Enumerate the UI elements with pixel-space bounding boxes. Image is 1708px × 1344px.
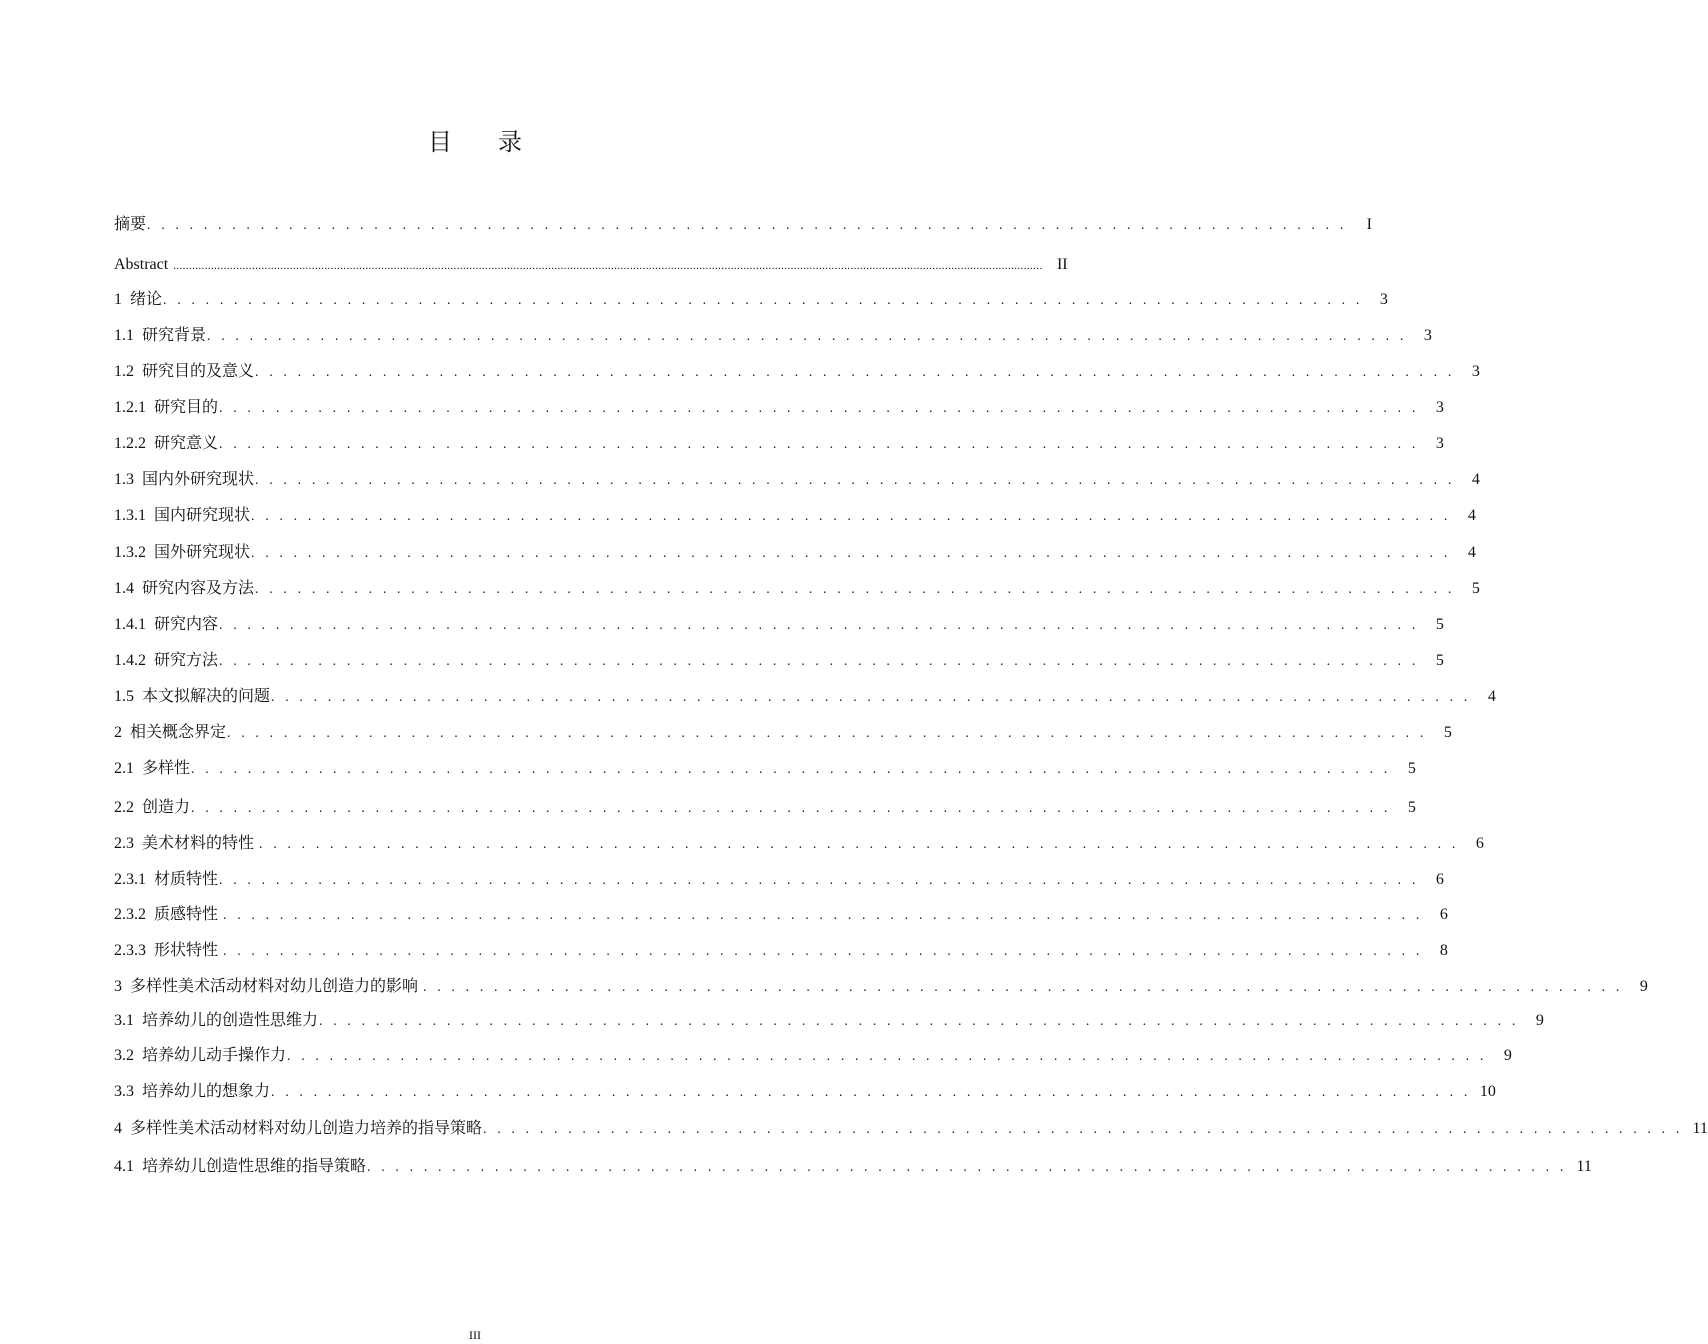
toc-entry[interactable] [114,325,1432,347]
dot-leader: . . . . . . . . . . . . . . . . . . . . . . . . . . . . . . . . . . . . . . . . . . . . . . . . . . . . . . . . . . . . . . . . . . . . . . . . . . . . . . . . . . . . . [163,293,1363,308]
toc-entry-label: 2.3 美术材料的特性 [114,835,259,852]
toc-entry-page: 10 [1479,1083,1496,1100]
toc-entry-label: 1.2.2 研究意义 [114,435,219,452]
toc-entry[interactable] [114,469,1480,491]
toc-entry-label: 1.2 研究目的及意义 [114,363,255,380]
toc-entry[interactable] [114,904,1448,926]
toc-entry-page: 9 [1503,1047,1512,1064]
toc-entry[interactable] [114,1118,1708,1140]
toc-entry[interactable] [114,361,1480,383]
toc-entry-label: 2.3.2 质感特性 [114,906,223,923]
dot-leader: . . . . . . . . . . . . . . . . . . . . . . . . . . . . . . . . . . . . . . . . . . . . . . . . . . . . . . . . . . . . . . . . . . . . . . . . . . . . . . . . . . . . . [223,908,1423,923]
toc-entry-label: 3.3 培养幼儿的想象力 [114,1083,271,1100]
toc-entry-label: 1.4.1 研究内容 [114,616,219,633]
dot-leader: . . . . . . . . . . . . . . . . . . . . . . . . . . . . . . . . . . . . . . . . . . . . . . . . . . . . . . . . . . . . . . . . . . . . . . . . . . . . . . . . . . . . . [147,218,1347,233]
toc-entry[interactable] [114,614,1444,636]
toc-entry-label: 2.1 多样性 [114,760,191,777]
toc-entry-page: 6 [1435,871,1444,888]
dot-leader: . . . . . . . . . . . . . . . . . . . . . . . . . . . . . . . . . . . . . . . . . . . . . . . . . . . . . . . . . . . . . . . . . . . . . . . . . . . . . . . . . . . . . [219,401,1419,416]
dot-leader: . . . . . . . . . . . . . . . . . . . . . . . . . . . . . . . . . . . . . . . . . . . . . . . . . . . . . . . . . . . . . . . . . . . . . . . . . . . . . . . . . . . . . [483,1122,1683,1137]
toc-entry[interactable] [114,433,1444,455]
toc-entry-page: 4 [1487,688,1496,705]
toc-entry[interactable] [114,1156,1592,1178]
toc-entry[interactable] [114,397,1444,419]
toc-entry-page: 3 [1471,363,1480,380]
dot-leader: . . . . . . . . . . . . . . . . . . . . . . . . . . . . . . . . . . . . . . . . . . . . . . . . . . . . . . . . . . . . . . . . . . . . . . . . . . . . . . . . . . . . . [259,837,1459,852]
dot-leader: . . . . . . . . . . . . . . . . . . . . . . . . . . . . . . . . . . . . . . . . . . . . . . . . . . . . . . . . . . . . . . . . . . . . . . . . . . . . . . . . . . . . . [251,509,1451,524]
toc-entry-label: 摘要 [114,216,147,233]
dot-leader: . . . . . . . . . . . . . . . . . . . . . . . . . . . . . . . . . . . . . . . . . . . . . . . . . . . . . . . . . . . . . . . . . . . . . . . . . . . . . . . . . . . . . [223,944,1423,959]
toc-entry-page: 8 [1439,942,1448,959]
toc-entry-label: 1.4.2 研究方法 [114,652,219,669]
toc-entry-page: 5 [1435,616,1444,633]
toc-entry-label: 1.3.1 国内研究现状 [114,507,251,524]
toc-entry[interactable] [114,254,1068,276]
toc-entry-page: 5 [1407,799,1416,816]
toc-entry-page: 5 [1471,580,1480,597]
toc-entry-page: 3 [1423,327,1432,344]
toc-entry[interactable] [114,289,1388,311]
dot-leader: . . . . . . . . . . . . . . . . . . . . . . . . . . . . . . . . . . . . . . . . . . . . . . . . . . . . . . . . . . . . . . . . . . . . . . . . . . . . . . . . . . . . . [219,873,1419,888]
dot-leader: . . . . . . . . . . . . . . . . . . . . . . . . . . . . . . . . . . . . . . . . . . . . . . . . . . . . . . . . . . . . . . . . . . . . . . . . . . . . . . . . . . . . . [219,654,1419,669]
dot-leader: .................................................................................................................................................................................................................................................................................... [173,260,1043,272]
toc-entry-page: I [1366,216,1372,233]
toc-entry-label: 1.1 研究背景 [114,327,207,344]
toc-entry[interactable] [114,214,1372,236]
toc-entry-label: 1.4 研究内容及方法 [114,580,255,597]
dot-leader: . . . . . . . . . . . . . . . . . . . . . . . . . . . . . . . . . . . . . . . . . . . . . . . . . . . . . . . . . . . . . . . . . . . . . . . . . . . . . . . . . . . . . [271,690,1471,705]
toc-entry-label: 3 多样性美术活动材料对幼儿创造力的影响 [114,978,423,995]
toc-entry-page: 9 [1639,978,1648,995]
toc-entry[interactable] [114,1010,1544,1032]
dot-leader: . . . . . . . . . . . . . . . . . . . . . . . . . . . . . . . . . . . . . . . . . . . . . . . . . . . . . . . . . . . . . . . . . . . . . . . . . . . . . . . . . . . . . [271,1085,1471,1100]
toc-entry-page: 11 [1692,1120,1708,1137]
dot-leader: . . . . . . . . . . . . . . . . . . . . . . . . . . . . . . . . . . . . . . . . . . . . . . . . . . . . . . . . . . . . . . . . . . . . . . . . . . . . . . . . . . . . . [255,582,1455,597]
dot-leader: . . . . . . . . . . . . . . . . . . . . . . . . . . . . . . . . . . . . . . . . . . . . . . . . . . . . . . . . . . . . . . . . . . . . . . . . . . . . . . . . . . . . . [423,980,1623,995]
toc-entry-label: 2 相关概念界定 [114,724,227,741]
toc-entry-page: 5 [1407,760,1416,777]
toc-entry-page: 3 [1435,399,1444,416]
toc-entry[interactable] [114,940,1448,962]
toc-entry[interactable] [114,869,1444,891]
toc-entry[interactable] [114,542,1476,564]
toc-entry[interactable] [114,722,1452,744]
toc-entry-label: 1.3 国内外研究现状 [114,471,255,488]
toc-entry-page: 6 [1439,906,1448,923]
dot-leader: . . . . . . . . . . . . . . . . . . . . . . . . . . . . . . . . . . . . . . . . . . . . . . . . . . . . . . . . . . . . . . . . . . . . . . . . . . . . . . . . . . . . . [207,329,1407,344]
toc-entry-label: Abstract [114,256,173,273]
toc-entry-page: 4 [1467,544,1476,561]
toc-entry-page: 5 [1443,724,1452,741]
dot-leader: . . . . . . . . . . . . . . . . . . . . . . . . . . . . . . . . . . . . . . . . . . . . . . . . . . . . . . . . . . . . . . . . . . . . . . . . . . . . . . . . . . . . . [191,762,1391,777]
dot-leader: . . . . . . . . . . . . . . . . . . . . . . . . . . . . . . . . . . . . . . . . . . . . . . . . . . . . . . . . . . . . . . . . . . . . . . . . . . . . . . . . . . . . . [287,1049,1487,1064]
dot-leader: . . . . . . . . . . . . . . . . . . . . . . . . . . . . . . . . . . . . . . . . . . . . . . . . . . . . . . . . . . . . . . . . . . . . . . . . . . . . . . . . . . . . . [255,365,1455,380]
dot-leader: . . . . . . . . . . . . . . . . . . . . . . . . . . . . . . . . . . . . . . . . . . . . . . . . . . . . . . . . . . . . . . . . . . . . . . . . . . . . . . . . . . . . . [319,1014,1519,1029]
toc-entry[interactable] [114,686,1496,708]
toc-entry-label: 4 多样性美术活动材料对幼儿创造力培养的指导策略 [114,1120,483,1137]
toc-entry-page: 4 [1471,471,1480,488]
toc-entry-label: 4.1 培养幼儿创造性思维的指导策略 [114,1158,367,1175]
toc-entry-label: 3.2 培养幼儿动手操作力 [114,1047,287,1064]
dot-leader: . . . . . . . . . . . . . . . . . . . . . . . . . . . . . . . . . . . . . . . . . . . . . . . . . . . . . . . . . . . . . . . . . . . . . . . . . . . . . . . . . . . . . [251,546,1451,561]
toc-entry-page: 3 [1379,291,1388,308]
toc-entry[interactable] [114,797,1416,819]
toc-entry-page: 5 [1435,652,1444,669]
toc-entry-label: 2.3.1 材质特性 [114,871,219,888]
toc-entry-label: 1.5 本文拟解决的问题 [114,688,271,705]
dot-leader: . . . . . . . . . . . . . . . . . . . . . . . . . . . . . . . . . . . . . . . . . . . . . . . . . . . . . . . . . . . . . . . . . . . . . . . . . . . . . . . . . . . . . [255,473,1455,488]
toc-entry[interactable] [114,758,1416,780]
dot-leader: . . . . . . . . . . . . . . . . . . . . . . . . . . . . . . . . . . . . . . . . . . . . . . . . . . . . . . . . . . . . . . . . . . . . . . . . . . . . . . . . . . . . . [219,618,1419,633]
toc-entry[interactable] [114,833,1484,855]
toc-entry-label: 1 绪论 [114,291,163,308]
toc-entry[interactable] [114,1045,1512,1067]
page-title: 目 录 [428,130,542,156]
toc-entry[interactable] [114,1081,1496,1103]
dot-leader: . . . . . . . . . . . . . . . . . . . . . . . . . . . . . . . . . . . . . . . . . . . . . . . . . . . . . . . . . . . . . . . . . . . . . . . . . . . . . . . . . . . . . [227,726,1427,741]
toc-entry-label: 2.3.3 形状特性 [114,942,223,959]
toc-entry-page: 3 [1435,435,1444,452]
toc-entry[interactable] [114,976,1648,998]
dot-leader: . . . . . . . . . . . . . . . . . . . . . . . . . . . . . . . . . . . . . . . . . . . . . . . . . . . . . . . . . . . . . . . . . . . . . . . . . . . . . . . . . . . . . [219,437,1419,452]
toc-entry-label: 3.1 培养幼儿的创造性思维力 [114,1012,319,1029]
dot-leader: . . . . . . . . . . . . . . . . . . . . . . . . . . . . . . . . . . . . . . . . . . . . . . . . . . . . . . . . . . . . . . . . . . . . . . . . . . . . . . . . . . . . . [191,801,1391,816]
toc-entry[interactable] [114,505,1476,527]
page-number: III [469,1328,481,1342]
toc-entry-page: 4 [1467,507,1476,524]
toc-entry-page: 9 [1535,1012,1544,1029]
toc-entry[interactable] [114,650,1444,672]
toc-entry-page: 6 [1475,835,1484,852]
toc-entry-label: 2.2 创造力 [114,799,191,816]
toc-entry-page: II [1056,256,1068,273]
toc-entry-label: 1.2.1 研究目的 [114,399,219,416]
toc-entry[interactable] [114,578,1480,600]
dot-leader: . . . . . . . . . . . . . . . . . . . . . . . . . . . . . . . . . . . . . . . . . . . . . . . . . . . . . . . . . . . . . . . . . . . . . . . . . . . . . . . . . . . . . [367,1160,1567,1175]
toc-entry-label: 1.3.2 国外研究现状 [114,544,251,561]
toc-entry-page: 11 [1576,1158,1592,1175]
